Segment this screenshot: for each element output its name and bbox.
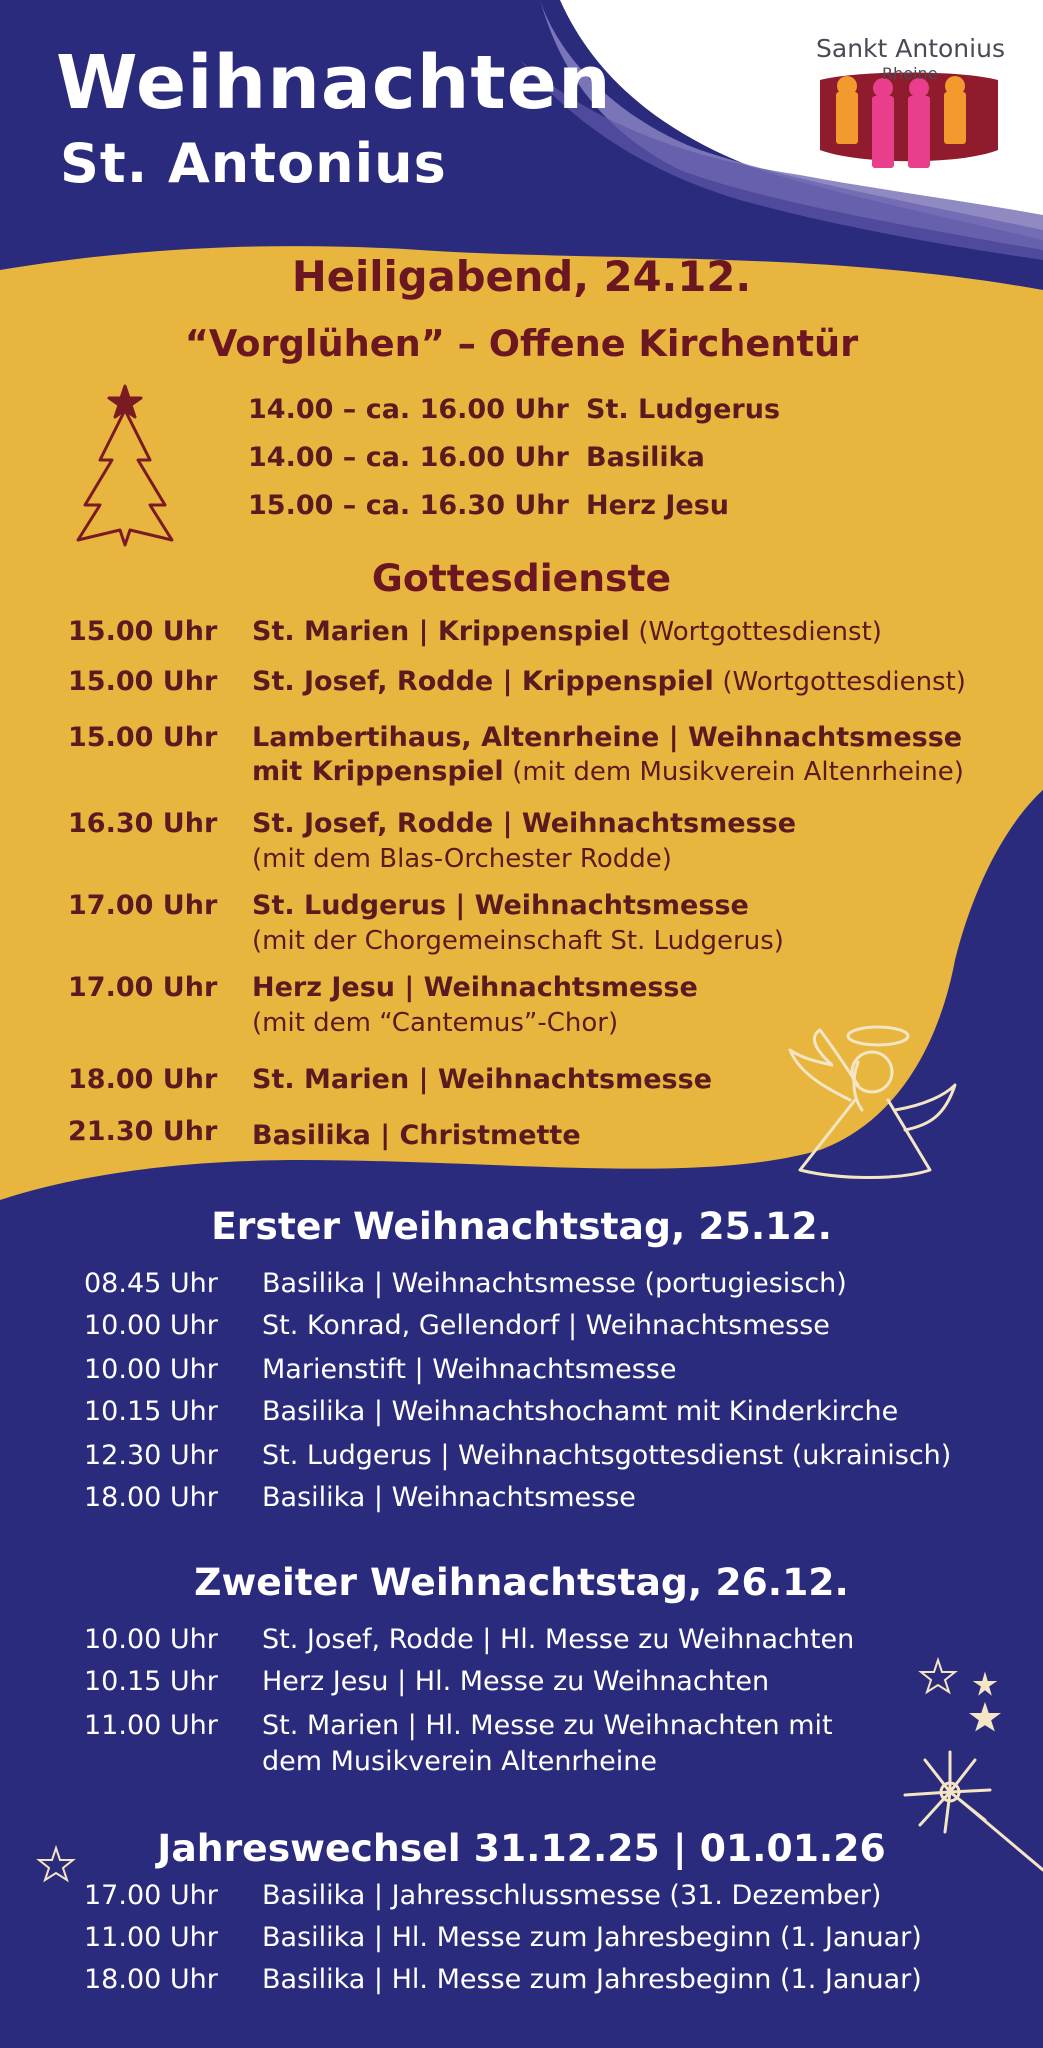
list-item-desc: Basilika | Weihnachtsmesse (portugiesisch)	[262, 1268, 847, 1299]
logo-name: Sankt Antonius	[816, 34, 1005, 63]
service-desc-line2: mit Krippenspiel (mit dem Musikverein Altenrheine)	[252, 756, 964, 787]
service-desc-line2: (mit der Chorgemeinschaft St. Ludgerus)	[252, 926, 784, 956]
service-desc-line2: (mit dem “Cantemus”-Chor)	[252, 1008, 619, 1038]
list-item-time: 14.00 – ca. 16.00 Uhr	[248, 442, 569, 473]
page-title: Weihnachten	[56, 40, 612, 126]
list-item-desc: Marienstift | Weihnachtsmesse	[262, 1354, 677, 1385]
list-item-desc: St. Konrad, Gellendorf | Weihnachtsmesse	[262, 1310, 830, 1341]
list-item-place: Basilika	[586, 442, 705, 473]
service-time: 15.00 Uhr	[68, 666, 218, 697]
service-time: 17.00 Uhr	[68, 890, 218, 921]
list-item-time: 11.00 Uhr	[84, 1922, 218, 1953]
list-item-time: 15.00 – ca. 16.30 Uhr	[248, 490, 569, 521]
service-desc: St. Josef, Rodde | Weihnachtsmesse	[252, 808, 797, 839]
list-item-desc: St. Marien | Hl. Messe zu Weihnachten mit	[262, 1710, 833, 1741]
list-item-desc: Basilika | Hl. Messe zum Jahresbeginn (1. Januar)	[262, 1964, 922, 1995]
heiligabend-heading: Heiligabend, 24.12.	[291, 252, 752, 301]
vorgluehen-heading: “Vorglühen” – Offene Kirchentür	[184, 322, 859, 365]
list-item-desc: Basilika | Hl. Messe zum Jahresbeginn (1. Januar)	[262, 1922, 922, 1953]
list-item-time: 18.00 Uhr	[84, 1964, 218, 1995]
list-item-time: 10.00 Uhr	[84, 1354, 218, 1385]
list-item-time: 18.00 Uhr	[84, 1482, 218, 1513]
list-item-time: 10.00 Uhr	[84, 1310, 218, 1341]
logo-place: Rheine	[882, 64, 938, 83]
list-item-time: 17.00 Uhr	[84, 1880, 218, 1911]
service-time: 18.00 Uhr	[68, 1064, 218, 1095]
zweiter-heading: Zweiter Weihnachtstag, 26.12.	[194, 1560, 849, 1604]
service-desc: St. Ludgerus | Weihnachtsmesse	[252, 890, 749, 921]
page-subtitle: St. Antonius	[60, 132, 447, 195]
service-desc: St. Josef, Rodde | Krippenspiel (Wortgottesdienst)	[252, 666, 966, 697]
list-item-place: Herz Jesu	[586, 490, 729, 521]
service-time: 17.00 Uhr	[68, 972, 218, 1003]
list-item-time: 10.15 Uhr	[84, 1396, 218, 1427]
service-desc: St. Marien | Krippenspiel (Wortgottesdienst)	[252, 616, 882, 647]
list-item-desc: Herz Jesu | Hl. Messe zu Weihnachten	[262, 1666, 770, 1697]
service-time: 15.00 Uhr	[68, 616, 218, 647]
list-item-place: St. Ludgerus	[586, 394, 781, 425]
list-item-desc: St. Ludgerus | Weihnachtsgottesdienst (ukrainisch)	[262, 1440, 952, 1471]
service-desc: Lambertihaus, Altenrheine | Weihnachtsmesse	[252, 722, 963, 753]
list-item-time: 08.45 Uhr	[84, 1268, 218, 1299]
list-item-desc: St. Josef, Rodde | Hl. Messe zu Weihnachten	[262, 1624, 855, 1655]
logo-figures-icon	[820, 73, 998, 169]
service-time: 15.00 Uhr	[68, 722, 218, 753]
list-item-time: 10.15 Uhr	[84, 1666, 218, 1697]
list-item-time: 11.00 Uhr	[84, 1710, 218, 1741]
service-time: 21.30 Uhr	[68, 1116, 218, 1147]
service-desc: Herz Jesu | Weihnachtsmesse	[252, 972, 698, 1003]
service-desc: St. Marien | Weihnachtsmesse	[252, 1064, 713, 1095]
gottesdienste-heading: Gottesdienste	[371, 556, 672, 600]
list-item-desc-line2: dem Musikverein Altenrheine	[262, 1746, 658, 1777]
list-item-desc: Basilika | Jahresschlussmesse (31. Dezember)	[262, 1880, 882, 1911]
list-item-time: 12.30 Uhr	[84, 1440, 218, 1471]
service-time: 16.30 Uhr	[68, 808, 218, 839]
list-item-time: 14.00 – ca. 16.00 Uhr	[248, 394, 569, 425]
service-desc-line2: (mit dem Blas-Orchester Rodde)	[252, 844, 672, 874]
service-desc: Basilika | Christmette	[252, 1120, 581, 1151]
list-item-time: 10.00 Uhr	[84, 1624, 218, 1655]
erster-heading: Erster Weihnachtstag, 25.12.	[211, 1204, 832, 1248]
list-item-desc: Basilika | Weihnachtsmesse	[262, 1482, 636, 1513]
jahreswechsel-heading: Jahreswechsel 31.12.25 | 01.01.26	[157, 1826, 886, 1870]
list-item-desc: Basilika | Weihnachtshochamt mit Kinderkirche	[262, 1396, 899, 1427]
